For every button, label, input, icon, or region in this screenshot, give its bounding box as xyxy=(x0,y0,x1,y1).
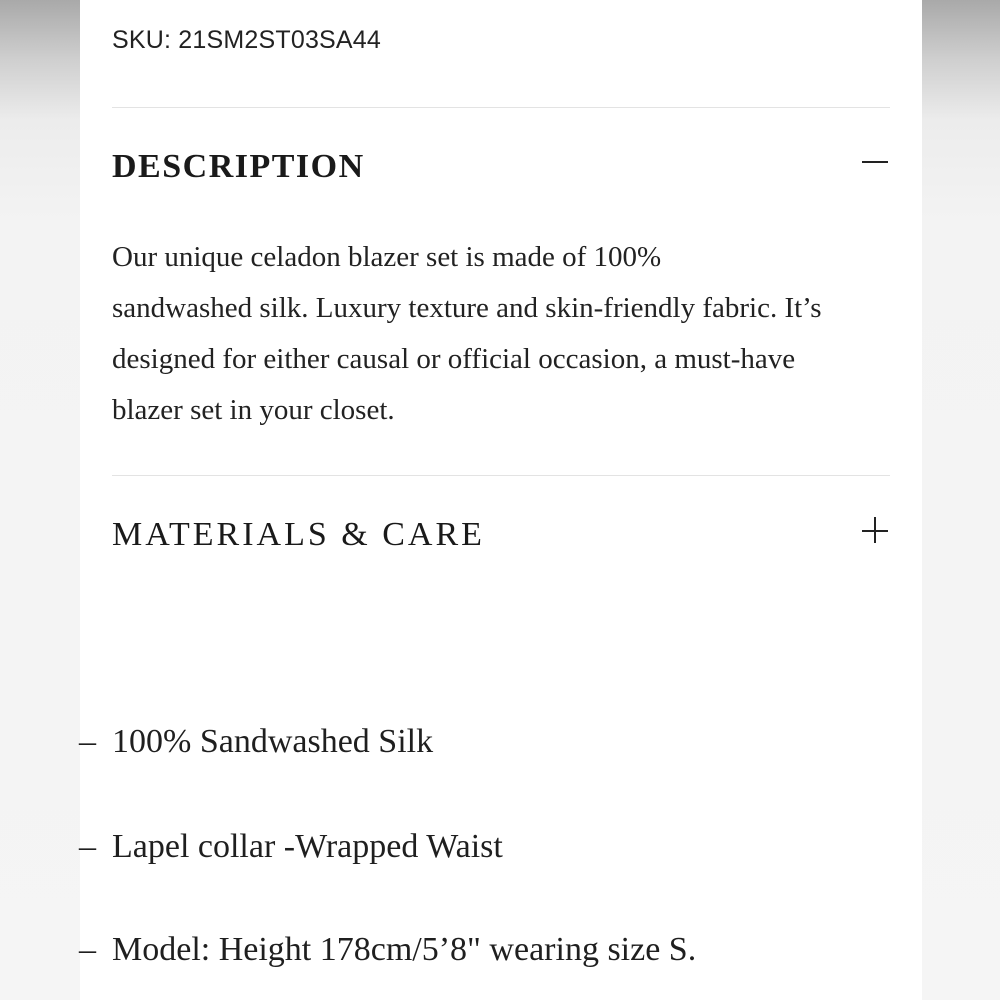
left-backdrop xyxy=(0,0,80,1000)
description-line: designed for either causal or official occasion, a must-have xyxy=(112,343,796,375)
material-item-text: 100% Sandwashed Silk xyxy=(112,723,434,760)
plus-icon-vertical xyxy=(874,517,876,543)
description-line: Our unique celadon blazer set is made of 100% xyxy=(112,241,662,273)
material-item-text: Model: Height 178cm/5’8" wearing size S. xyxy=(112,931,697,968)
material-item-text: Lapel collar -Wrapped Waist xyxy=(112,828,503,865)
collapse-description-icon[interactable] xyxy=(860,146,890,176)
product-details-panel xyxy=(80,0,922,1000)
description-heading[interactable]: DESCRIPTION xyxy=(112,148,365,185)
description-text xyxy=(112,232,890,436)
expand-materials-icon[interactable] xyxy=(860,515,890,545)
materials-care-heading[interactable]: MATERIALS & CARE xyxy=(112,516,485,553)
bullet-dash: – xyxy=(79,828,96,865)
divider xyxy=(112,475,890,476)
description-line: sandwashed silk. Luxury texture and skin-friendly fabric. It’s xyxy=(112,292,822,324)
right-backdrop xyxy=(922,0,1000,1000)
material-list-item xyxy=(79,723,433,761)
bullet-dash: – xyxy=(79,931,96,968)
sku-label: SKU: 21SM2ST03SA44 xyxy=(112,26,382,54)
material-list-item xyxy=(79,931,696,969)
material-list-item xyxy=(79,828,503,866)
minus-icon xyxy=(862,161,888,163)
bullet-dash: – xyxy=(79,723,96,760)
description-line: blazer set in your closet. xyxy=(112,394,395,426)
divider xyxy=(112,107,890,108)
